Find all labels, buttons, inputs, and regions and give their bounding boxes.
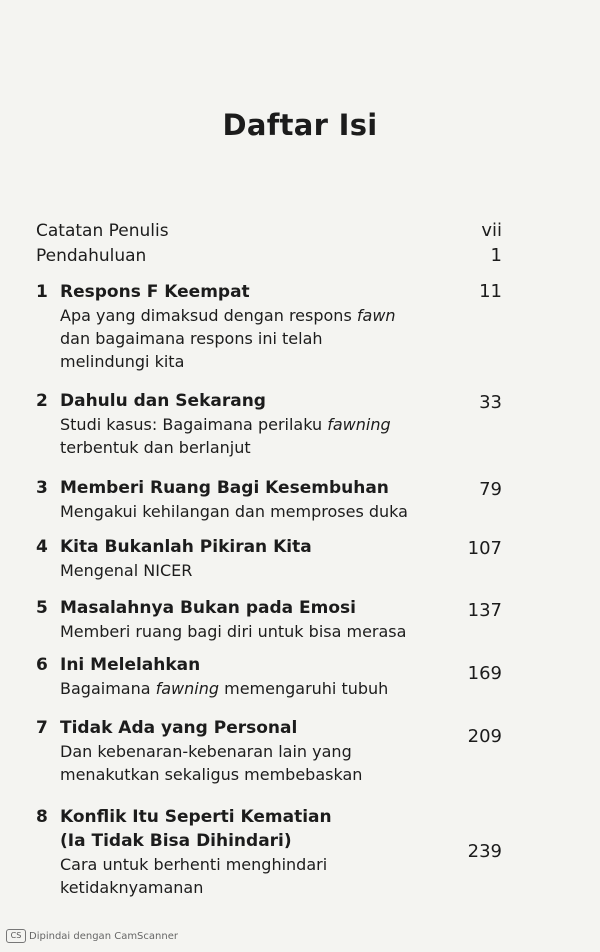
chapter-description: Mengenal NICER <box>60 561 193 580</box>
chapter-number: 7 <box>36 718 48 738</box>
chapter-title: Kita Bukanlah Pikiran Kita <box>60 537 312 557</box>
toc-page-number: 169 <box>467 663 502 684</box>
toc-page-number: 1 <box>490 245 502 266</box>
chapter-title: Ini Melelahkan <box>60 655 201 675</box>
toc-chapter-5 <box>36 596 502 646</box>
chapter-title: Respons F Keempat <box>60 282 250 302</box>
camscanner-icon: CS <box>6 929 26 943</box>
chapter-number: 3 <box>36 478 48 498</box>
toc-page-number: 79 <box>479 479 502 500</box>
chapter-description: ketidaknyamanan <box>60 878 204 897</box>
toc-chapter-2 <box>36 389 502 461</box>
chapter-description: terbentuk dan berlanjut <box>60 438 251 457</box>
chapter-number: 6 <box>36 655 48 675</box>
toc-chapter-7 <box>36 716 502 790</box>
chapter-subtitle: (Ia Tidak Bisa Dihindari) <box>60 831 292 851</box>
toc-page-number: 209 <box>467 726 502 747</box>
scanner-watermark <box>6 929 178 945</box>
chapter-description: Mengakui kehilangan dan memproses duka <box>60 502 408 521</box>
chapter-description: Cara untuk berhenti menghindari <box>60 855 328 874</box>
toc-chapter-8 <box>36 805 502 905</box>
chapter-number: 2 <box>36 391 48 411</box>
chapter-description: Memberi ruang bagi diri untuk bisa merasa <box>60 622 407 641</box>
chapter-description: melindungi kita <box>60 352 185 371</box>
toc-chapter-6 <box>36 653 502 703</box>
toc-entry-front-1 <box>36 219 502 243</box>
chapter-description: Bagaimana fawning memengaruhi tubuh <box>60 679 389 698</box>
toc-chapter-3 <box>36 476 502 526</box>
chapter-title: Konflik Itu Seperti Kematian <box>60 807 332 827</box>
chapter-title: Masalahnya Bukan pada Emosi <box>60 598 356 618</box>
toc-page-number: vii <box>481 220 502 241</box>
toc-page-number: 33 <box>479 392 502 413</box>
chapter-title: Memberi Ruang Bagi Kesembuhan <box>60 478 389 498</box>
chapter-description: dan bagaimana respons ini telah <box>60 329 323 348</box>
toc-entry-label: Catatan Penulis <box>36 221 169 241</box>
toc-entry-front-2 <box>36 244 502 268</box>
toc-chapter-4 <box>36 535 502 585</box>
chapter-description: menakutkan sekaligus membebaskan <box>60 765 363 784</box>
chapter-description: Apa yang dimaksud dengan respons fawn <box>60 306 396 325</box>
toc-entry-label: Pendahuluan <box>36 246 147 266</box>
toc-page-number: 107 <box>467 538 502 559</box>
toc-chapter-1 <box>36 280 502 376</box>
toc-page-number: 137 <box>467 600 502 621</box>
chapter-title: Dahulu dan Sekarang <box>60 391 266 411</box>
toc-page-number: 11 <box>479 281 502 302</box>
chapter-title: Tidak Ada yang Personal <box>60 718 298 738</box>
chapter-description: Dan kebenaran-kebenaran lain yang <box>60 742 352 761</box>
page-title: Daftar Isi <box>222 108 378 142</box>
toc-page-number: 239 <box>467 841 502 862</box>
chapter-number: 1 <box>36 282 48 302</box>
chapter-number: 5 <box>36 598 48 618</box>
chapter-description: Studi kasus: Bagaimana perilaku fawning <box>60 415 391 434</box>
watermark-text: Dipindai dengan CamScanner <box>29 931 178 942</box>
chapter-number: 4 <box>36 537 48 557</box>
chapter-number: 8 <box>36 807 48 827</box>
